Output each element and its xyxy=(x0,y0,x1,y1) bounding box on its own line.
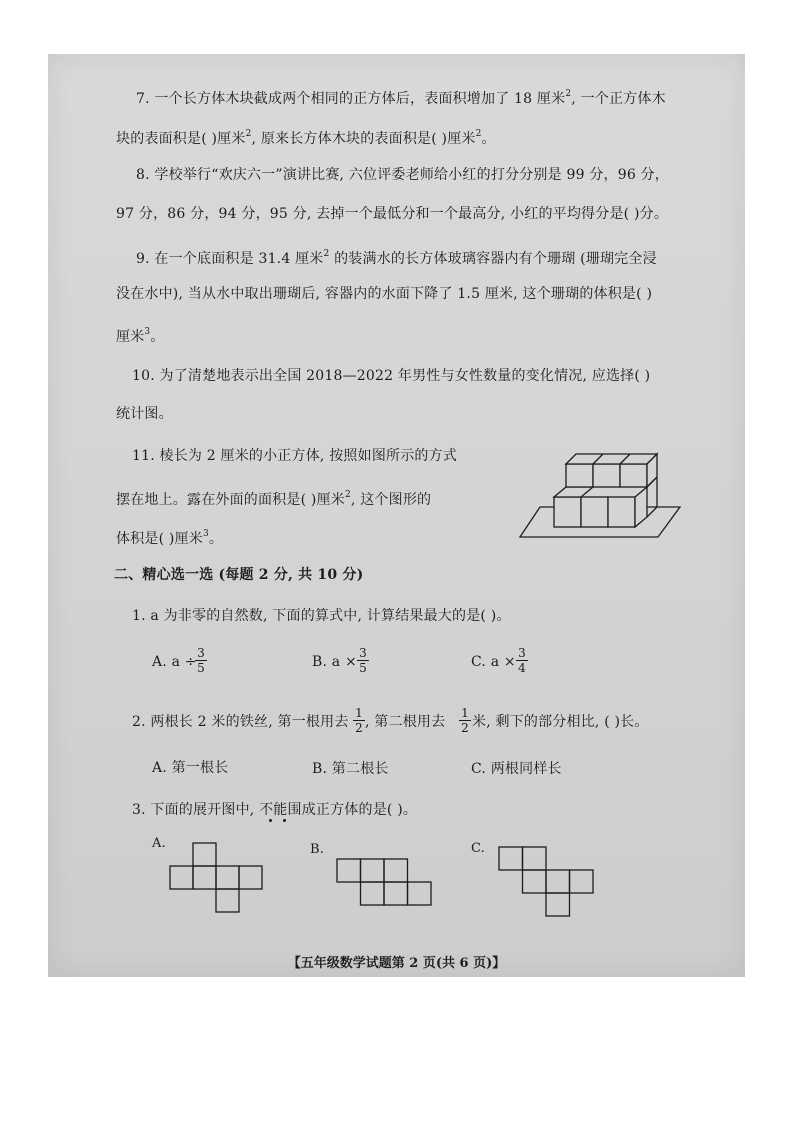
exam-page xyxy=(48,54,745,977)
cube-stack-figure xyxy=(518,452,688,542)
mc3-stem: 3. 下面的展开图中, 不能围成正方体的是( )。 xyxy=(132,802,418,818)
net-b-figure xyxy=(337,859,431,905)
q7-line-1: 7. 一个长方体木块截成两个相同的正方体后，表面积增加了 18 厘米$^2$, 一个正方体木 xyxy=(136,89,666,107)
mc3-label-a: A. xyxy=(152,836,166,851)
q11-line-1: 11. 棱长为 2 厘米的小正方体, 按照如图所示的方式 xyxy=(132,448,458,464)
q9-line-1: 9. 在一个底面积是 31.4 厘米$^2$ 的装满水的长方体玻璃容器内有个珊瑚 (珊瑚完全浸 xyxy=(136,249,657,267)
emphasis-dot xyxy=(269,819,272,822)
mc2-fraction-1: $\frac{1}{2}$ xyxy=(353,706,365,735)
net-c-figure xyxy=(499,847,593,917)
q10-line-2: 统计图。 xyxy=(116,406,173,422)
q8-line-1: 8. 学校举行“欢庆六一”演讲比赛, 六位评委老师给小红的打分分别是 99 分，96 分， xyxy=(136,167,669,183)
mc2-stem-part-3: 米, 剩下的部分相比, ( )长。 xyxy=(472,714,649,730)
page-footer: 【五年级数学试题第 2 页(共 6 页)】 xyxy=(287,956,506,971)
mc2-option-b: B. 第二根长 xyxy=(312,761,389,777)
q8-line-2: 97 分，86 分，94 分，95 分, 去掉一个最低分和一个最高分, 小红的平均得分是( )分。 xyxy=(116,206,669,222)
net-a-figure xyxy=(170,843,262,913)
q10-line-1: 10. 为了清楚地表示出全国 2018—2022 年男性与女性数量的变化情况, 应选择( ) xyxy=(132,368,651,384)
mc1-option-b-fraction: $\frac{3}{5}$ xyxy=(357,646,369,675)
mc2-fraction-2: $\frac{1}{2}$ xyxy=(459,706,471,735)
q11-line-2: 摆在地上。露在外面的面积是( )厘米$^2$, 这个图形的 xyxy=(116,490,432,508)
mc1-option-b: B. a × xyxy=(312,654,357,670)
q7-line-2: 块的表面积是( )厘米$^2$, 原来长方体木块的表面积是( )厘米$^2$。 xyxy=(116,129,496,147)
mc3-label-c: C. xyxy=(471,841,486,856)
mc2-option-c: C. 两根同样长 xyxy=(471,761,562,777)
mc2-stem-part-1: 2. 两根长 2 米的铁丝, 第一根用去 xyxy=(132,714,349,730)
mc3-label-b: B. xyxy=(310,842,325,857)
section-2-title: 二、精心选一选 (每题 2 分, 共 10 分) xyxy=(114,567,364,583)
q9-line-2: 没在水中), 当从水中取出珊瑚后, 容器内的水面下降了 1.5 厘米, 这个珊瑚的体积是( ) xyxy=(116,286,653,302)
mc1-option-c: C. a × xyxy=(471,654,516,670)
mc2-stem-part-2: , 第二根用去 xyxy=(365,714,446,730)
q7-sup-1: 2 xyxy=(565,89,572,99)
mc1-stem: 1. a 为非零的自然数, 下面的算式中, 计算结果最大的是( )。 xyxy=(132,608,511,624)
mc2-option-a: A. 第一根长 xyxy=(152,760,229,776)
q11-line-3: 体积是( )厘米$^3$。 xyxy=(116,529,224,547)
q9-line-3: 厘米$^3$。 xyxy=(116,327,165,345)
mc1-option-c-fraction: $\frac{3}{4}$ xyxy=(516,646,528,675)
mc1-option-a-fraction: $\frac{3}{5}$ xyxy=(195,646,207,675)
mc1-option-a: A. a ÷ xyxy=(152,654,197,670)
emphasis-dot xyxy=(283,819,286,822)
